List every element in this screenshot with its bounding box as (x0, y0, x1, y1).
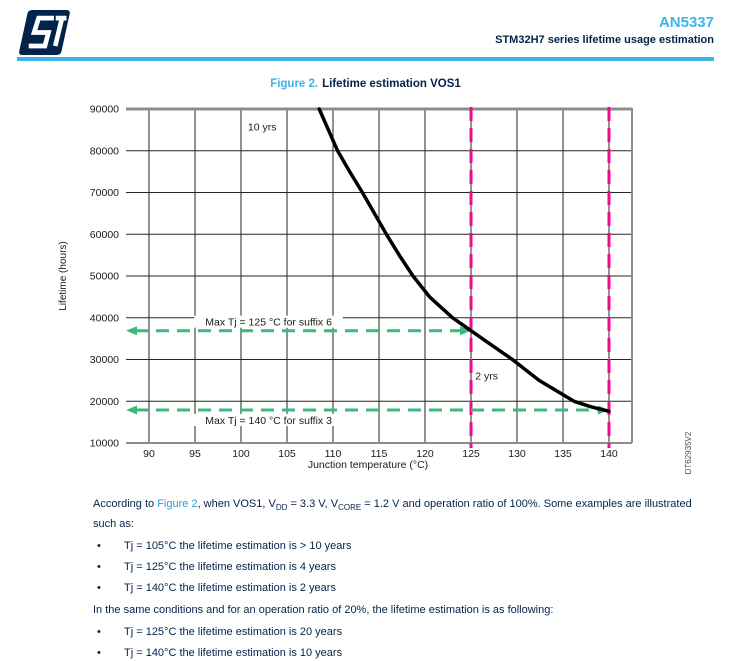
x-tick-label: 95 (189, 448, 201, 460)
figure-title: Lifetime estimation VOS1 (322, 78, 461, 90)
gridlines (126, 109, 632, 443)
bullet-list-20pct (93, 625, 711, 660)
x-tick-label: 115 (370, 448, 388, 460)
st-logo (17, 8, 71, 57)
body-text (93, 496, 711, 661)
lifetime-chart (0, 95, 731, 487)
paragraph-conditions (93, 496, 711, 533)
max-tj-arrow-2 (126, 406, 609, 428)
bullet-icon: • (97, 647, 101, 660)
y-tick-label: 10000 (89, 437, 119, 450)
bullet-icon: • (97, 561, 101, 574)
annotation-2-yrs: 2 yrs (475, 370, 499, 383)
header-rule (17, 57, 714, 61)
x-tick-label: 105 (278, 448, 296, 460)
y-tick-label: 80000 (89, 145, 119, 158)
bullet-list-100pct (93, 539, 711, 595)
list-item-text: Tj = 105°C the lifetime estimation is > 10 years (124, 540, 352, 553)
y-tick-label: 30000 (89, 354, 119, 366)
list-item (93, 560, 711, 574)
list-item-text: Tj = 140°C the lifetime estimation is 2 years (124, 582, 336, 595)
doc-id: AN5337 (658, 14, 714, 31)
x-tick-label: 135 (554, 448, 572, 460)
figure-label: Figure 2. (270, 78, 319, 90)
doc-subtitle: STM32H7 series lifetime usage estimation (495, 34, 714, 46)
y-tick-label: 50000 (89, 270, 119, 283)
x-tick-label: 130 (508, 448, 526, 460)
tick-labels (90, 104, 618, 461)
bullet-icon: • (97, 582, 101, 595)
max-tj-arrow-1 (126, 316, 471, 336)
x-tick-label: 90 (143, 448, 155, 460)
bullet-icon: • (97, 540, 101, 553)
list-item-text: Tj = 125°C the lifetime estimation is 4 years (124, 561, 336, 574)
figure-2-link[interactable]: Figure 2 (157, 498, 198, 510)
list-item (93, 625, 711, 639)
bullet-icon: • (97, 626, 101, 639)
subscript-vdd: DD (275, 503, 288, 513)
x-tick-label: 110 (324, 448, 342, 460)
y-tick-label: 60000 (89, 228, 119, 241)
paragraph-text: = 1.2 V and operation ratio of 100%. Some examples are illustrated such as: (93, 498, 692, 531)
list-item-text: Tj = 140°C the lifetime estimation is 10 years (124, 647, 343, 660)
list-item (93, 539, 711, 553)
paragraph-text: , when VOS1, V (197, 498, 276, 510)
arrowhead-left-icon (126, 406, 137, 415)
lifetime-curve (319, 109, 609, 411)
y-tick-label: 90000 (89, 103, 119, 116)
max-tj-label: Max Tj = 140 °C for suffix 3 (205, 415, 332, 428)
y-tick-label: 70000 (89, 187, 119, 199)
x-tick-label: 125 (462, 448, 480, 460)
figure-watermark: DT62935V2 (684, 431, 693, 475)
y-tick-label: 20000 (89, 395, 119, 408)
list-item (93, 581, 711, 595)
figure-caption (0, 78, 731, 90)
x-axis-title: Junction temperature (°C) (307, 459, 429, 471)
paragraph-text: According to (93, 498, 158, 510)
x-tick-label: 100 (232, 448, 250, 460)
arrowhead-left-icon (126, 326, 137, 335)
y-axis-title: Lifetime (hours) (58, 241, 69, 311)
x-tick-label: 140 (600, 448, 618, 460)
annotation-10-yrs: 10 yrs (247, 121, 277, 134)
max-tj-label: Max Tj = 125 °C for suffix 6 (205, 316, 332, 329)
paragraph-20pct: In the same conditions and for an operation ratio of 20%, the lifetime estimation is as following: (93, 604, 554, 617)
subscript-vcore: CORE (338, 503, 362, 513)
y-tick-label: 40000 (89, 312, 119, 325)
x-tick-label: 120 (416, 448, 434, 460)
list-item-text: Tj = 125°C the lifetime estimation is 20 years (124, 626, 343, 639)
list-item (93, 646, 711, 660)
paragraph-text: = 3.3 V, V (287, 498, 339, 510)
